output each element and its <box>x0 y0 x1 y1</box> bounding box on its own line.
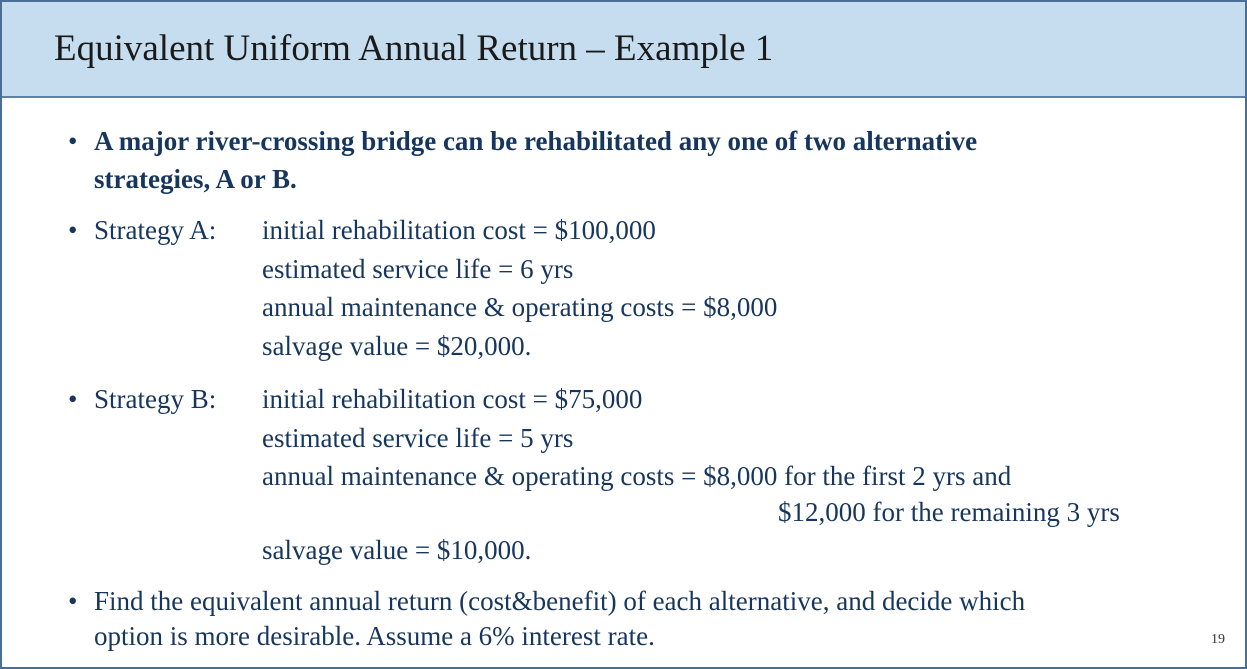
bullet-marker: • <box>68 126 78 156</box>
intro-line-2: strategies, A or B. <box>94 164 297 194</box>
strategy-a-line: salvage value = $20,000. <box>262 331 532 361</box>
strategy-b-line: initial rehabilitation cost = $75,000 <box>262 384 643 414</box>
task-line-1: Find the equivalent annual return (cost&benefit) of each alternative, and decide which <box>94 586 1026 616</box>
strategy-a-label: Strategy A: <box>94 215 217 245</box>
strategy-b-line: salvage value = $10,000. <box>262 535 532 565</box>
strategy-b-label: Strategy B: <box>94 384 217 414</box>
bullet-marker: • <box>68 215 78 245</box>
strategy-b-line: annual maintenance & operating costs = $8,000 for the first 2 yrs and <box>262 461 1012 491</box>
task-line-2: option is more desirable. Assume a 6% interest rate. <box>94 621 655 651</box>
intro-line-1: A major river-crossing bridge can be rehabilitated any one of two alternative <box>94 126 978 156</box>
strategy-a-line: initial rehabilitation cost = $100,000 <box>262 215 656 245</box>
strategy-b-line: estimated service life = 5 yrs <box>262 423 574 453</box>
slide-title: Equivalent Uniform Annual Return – Example 1 <box>54 28 774 69</box>
bullet-marker: • <box>68 384 78 414</box>
bullet-marker: • <box>68 586 78 616</box>
page-number: 19 <box>1211 632 1225 647</box>
title-bar <box>2 2 1245 98</box>
strategy-a-line: annual maintenance & operating costs = $8,000 <box>262 292 778 322</box>
strategy-b-line: $12,000 for the remaining 3 yrs <box>778 497 1120 527</box>
strategy-a-line: estimated service life = 6 yrs <box>262 254 574 284</box>
